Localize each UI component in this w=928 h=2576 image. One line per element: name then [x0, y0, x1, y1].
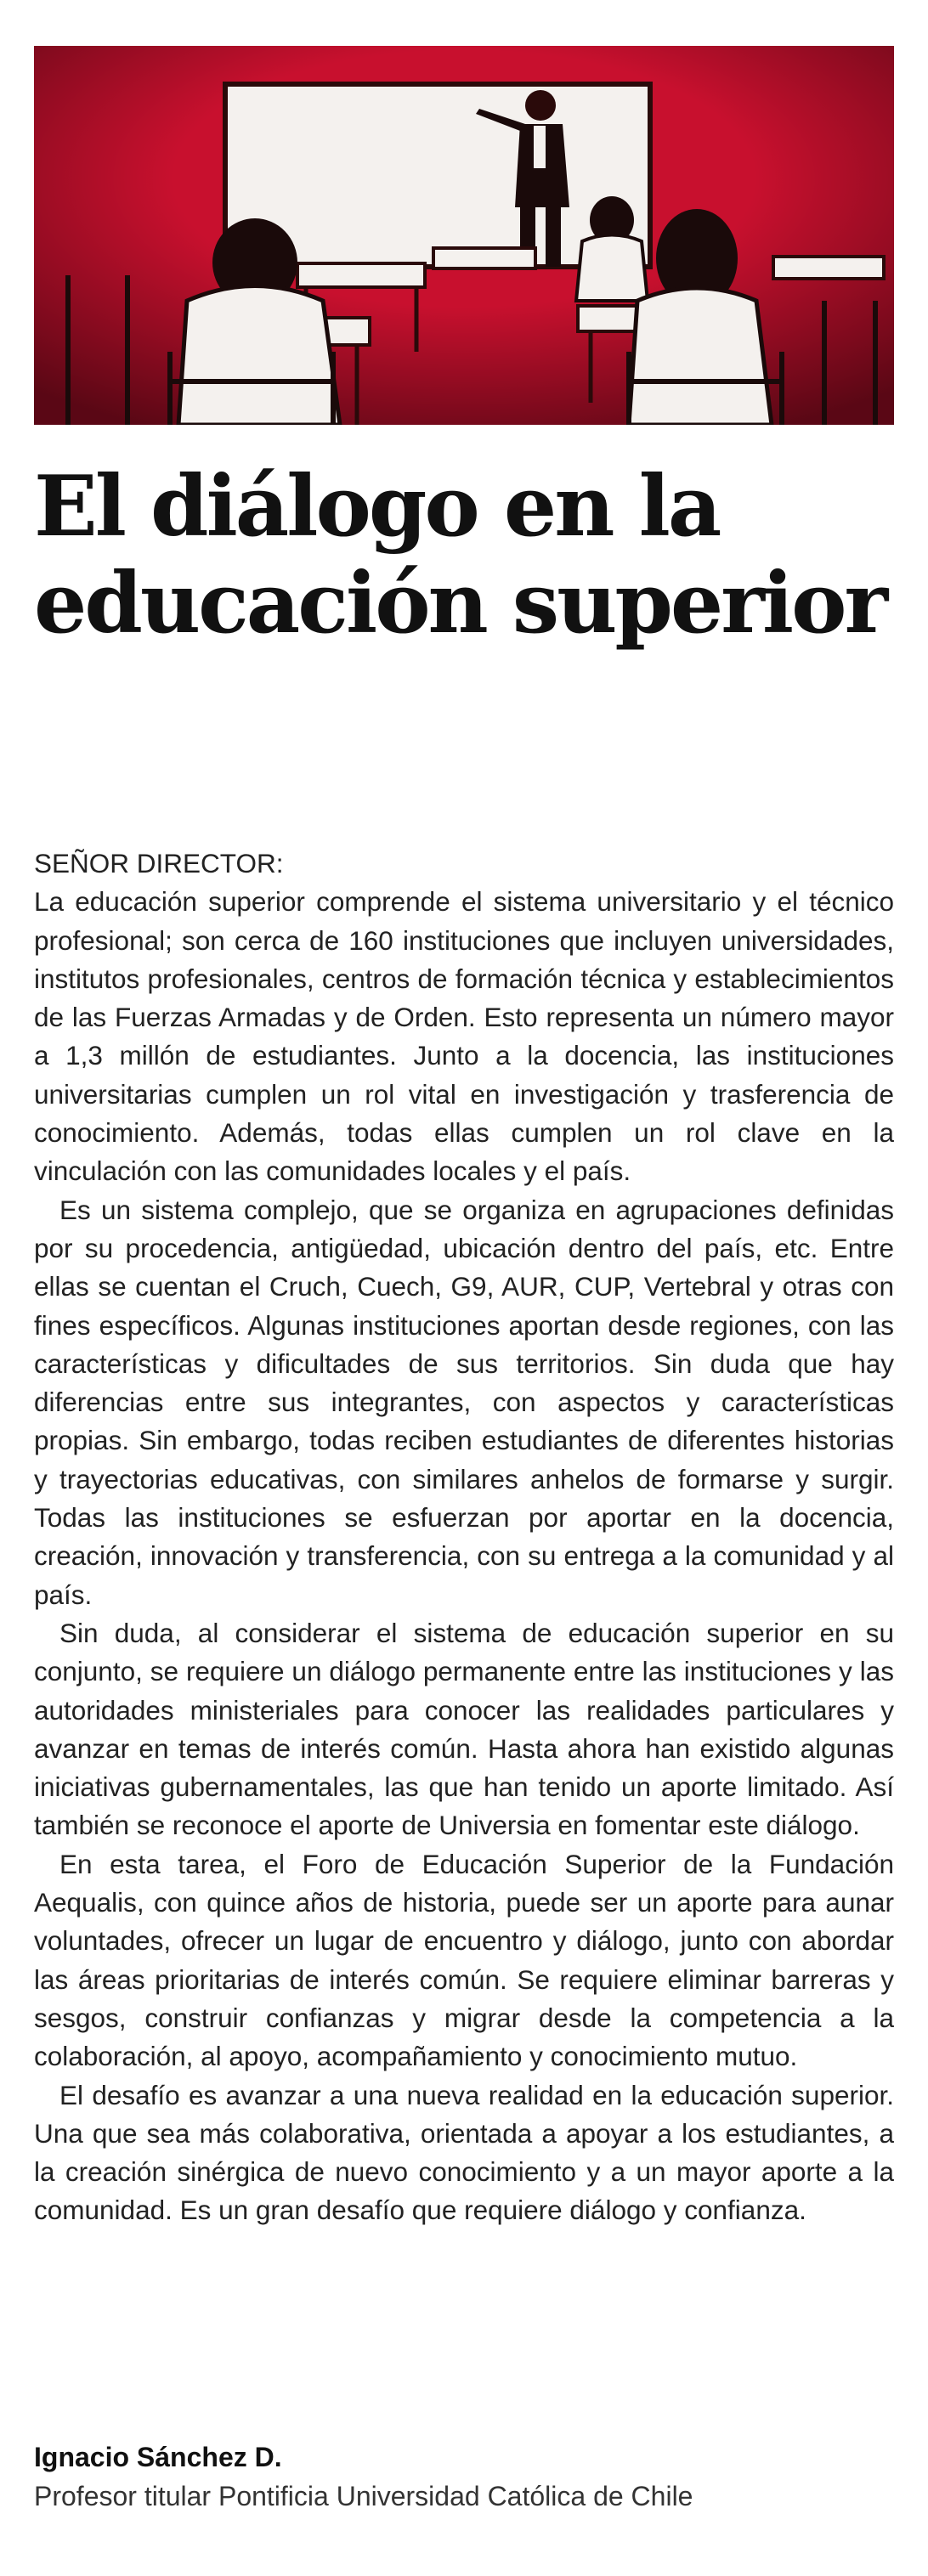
paragraph-4: En esta tarea, el Foro de Educación Superior de la Fundación Aequalis, con quince años de historia, puede ser un aporte para aunar voluntades, ofrecer un lugar de encuentro y diálogo, junto con abordar las áreas prioritarias de interés común. Se requiere eliminar barreras y sesgos, construir confianzas y migrar desde la competencia a la colaboración, al apoyo, acompañamiento y conocimiento mutuo. [34, 1848, 894, 2072]
paragraph-5: El desafío es avanzar a una nueva realidad en la educación superior. Una que sea más colaborativa, orientada a apoyar a los estudiantes, a la creación sinérgica de nuevo conocimiento y a un mayor aporte a la comunidad. Es un gran desafío que requiere diálogo y confianza. [34, 2079, 894, 2226]
author-name: Ignacio Sánchez D. [34, 2442, 282, 2472]
author-title: Profesor titular Pontificia Universidad Católica de Chile [34, 2481, 693, 2511]
paragraph-1: La educación superior comprende el sistema universitario y el técnico profesional; son cerca de 160 instituciones que incluyen universidades, institutos profesionales, centros de formación técnica y establecimientos de las Fuerzas Armadas y de Orden. Esto representa un número mayor a 1,3 millón de estudiantes. Junto a la docencia, las instituciones universitarias cumplen un rol vital en investigación y trasferencia de conocimiento. Además, todas ellas cumplen un rol clave en la vinculación con las comunidades locales y el país. [34, 886, 894, 1187]
signature [34, 2438, 894, 2517]
paragraph-3: Sin duda, al considerar el sistema de educación superior en su conjunto, se requiere un diálogo permanente entre las instituciones y las autoridades ministeriales para conocer las realidades particulares y avanzar en temas de interés común. Hasta ahora han existido algunas iniciativas gubernamentales, las que han tenido un aporte limitado. Así también se reconoce el aporte de Universia en fomentar este diálogo. [34, 1617, 894, 1841]
article-title: El diálogo en la educación superior [34, 458, 886, 652]
classroom-illustration [34, 46, 894, 425]
letter-body [34, 845, 894, 2230]
salutation: SEÑOR DIRECTOR: [34, 848, 284, 878]
paragraph-2: Es un sistema complejo, que se organiza en agrupaciones definidas por su procedencia, antigüedad, ubicación dentro del país, etc. Entre ellas se cuentan el Cruch, Cuech, G9, AUR, CUP, Vertebral y otras con fines específicos. Algunas instituciones aportan desde regiones, con las características y dificultades de sus territorios. Sin duda que hay diferencias entre sus integrantes, con aspectos y características propias. Sin embargo, todas reciben estudiantes de diferentes historias y trayectorias educativas, con similares anhelos de formarse y surgir. Todas las instituciones se esfuerzan por aportar en la docencia, creación, innovación y transferencia, con su entrega a la comunidad y al país. [34, 1194, 894, 1610]
